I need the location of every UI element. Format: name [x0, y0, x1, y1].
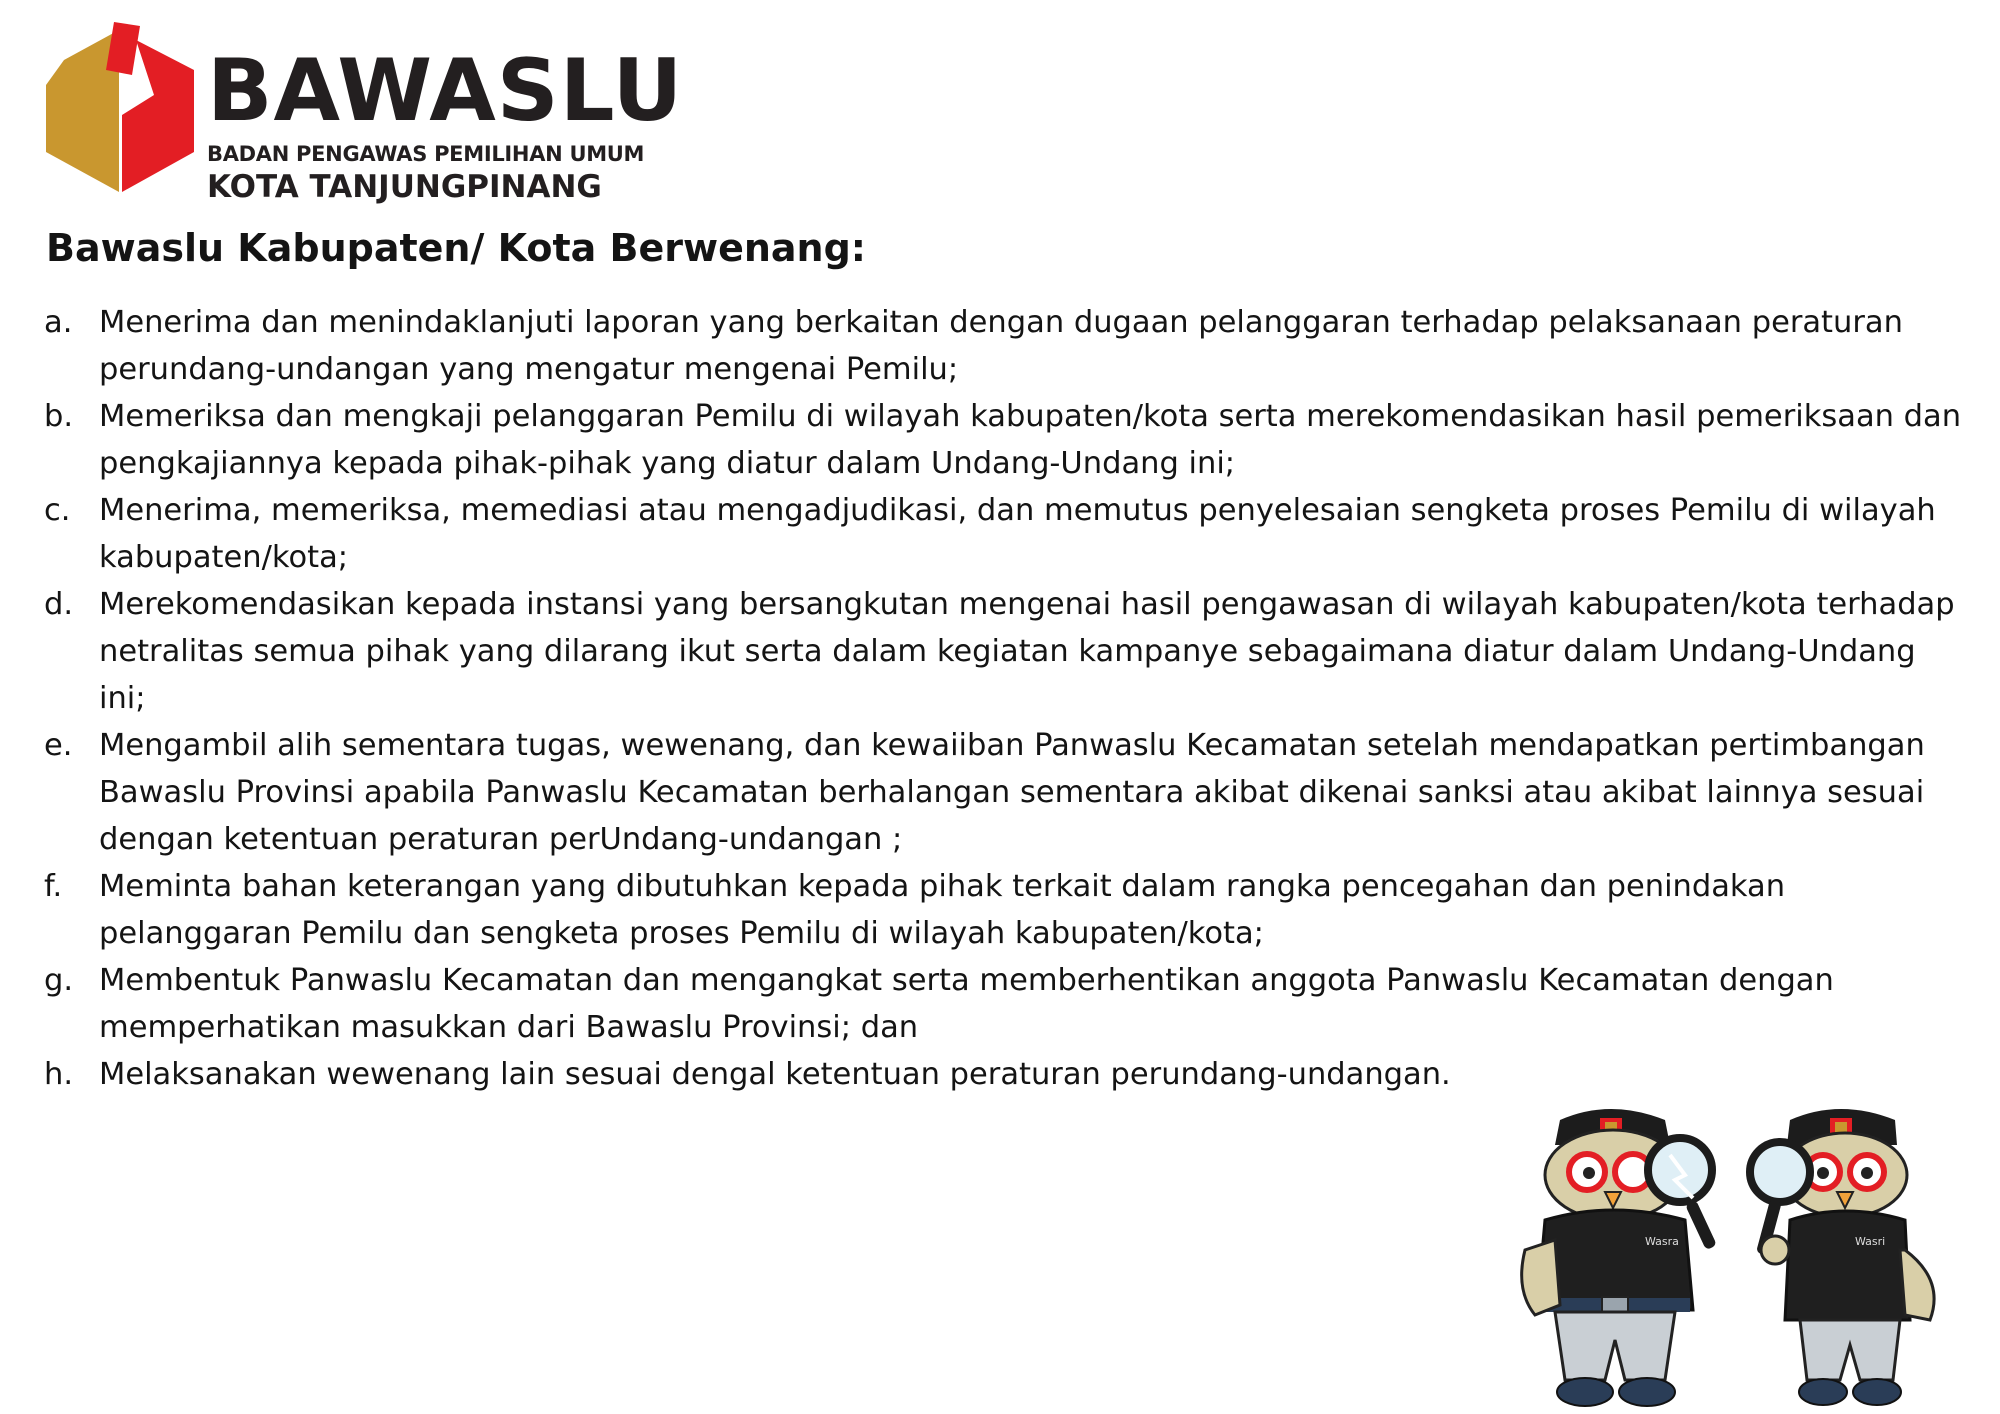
list-marker: d.: [44, 587, 74, 622]
list-item-text: Merekomendasikan kepada instansi yang bersangkutan mengenai hasil pengawasan di wilayah kabupaten/kota terhadap netralitas semua pihak yang dilarang ikut serta dalam kegiatan kampanye sebagaimana diatur dalam Undang-Undang ini;: [99, 587, 1955, 716]
list-marker: a.: [44, 305, 73, 340]
brand-text: [207, 41, 684, 205]
brand-city: KOTA TANJUNGPINANG: [207, 169, 602, 205]
list-item: [44, 722, 1964, 863]
list-item: [44, 863, 1964, 957]
brand-name: BAWASLU: [207, 41, 684, 141]
list-item: [44, 299, 1964, 393]
owl-mascot-right: [1750, 1109, 1934, 1405]
owl-mascots-illustration: [1505, 1100, 1975, 1410]
badge-left: Wasra: [1645, 1235, 1679, 1248]
list-marker: c.: [44, 493, 71, 528]
list-item: [44, 393, 1964, 487]
list-marker: b.: [44, 399, 74, 434]
list-item-text: Membentuk Panwaslu Kecamatan dan mengangkat serta memberhentikan anggota Panwaslu Kecamatan dengan memperhatikan masukkan dari Bawaslu Provinsi; dan: [99, 963, 1834, 1045]
list-item: [44, 581, 1964, 722]
owl-mascot-left: [1522, 1109, 1717, 1406]
list-marker: g.: [44, 963, 74, 998]
list-marker: f.: [44, 869, 63, 904]
list-item: [44, 957, 1964, 1051]
page-title: Bawaslu Kabupaten/ Kota Berwenang:: [46, 226, 866, 270]
list-marker: e.: [44, 728, 73, 763]
bawaslu-logo: [44, 20, 684, 205]
list-item-text: Memeriksa dan mengkaji pelanggaran Pemilu di wilayah kabupaten/kota serta merekomendasikan hasil pemeriksaan dan pengkajiannya kepada pihak-pihak yang diatur dalam Undang-Undang ini;: [99, 399, 1962, 481]
list-marker: h.: [44, 1057, 74, 1092]
list-item-text: Menerima, memeriksa, memediasi atau mengadjudikasi, dan memutus penyelesaian sengketa proses Pemilu di wilayah kabupaten/kota;: [99, 493, 1936, 575]
bawaslu-emblem-icon: [44, 20, 204, 195]
list-item: [44, 487, 1964, 581]
list-item-text: Melaksanakan wewenang lain sesuai dengal ketentuan peraturan perundang-undangan.: [99, 1057, 1451, 1092]
brand-subtitle: BADAN PENGAWAS PEMILIHAN UMUM: [207, 142, 645, 166]
authority-list: [44, 299, 1964, 1098]
list-item-text: Meminta bahan keterangan yang dibutuhkan kepada pihak terkait dalam rangka pencegahan dan penindakan pelanggaran Pemilu dan sengketa proses Pemilu di wilayah kabupaten/kota;: [99, 869, 1786, 951]
list-item: [44, 1051, 1964, 1098]
list-item-text: Mengambil alih sementara tugas, wewenang, dan kewaiiban Panwaslu Kecamatan setelah mendapatkan pertimbangan Bawaslu Provinsi apabila Panwaslu Kecamatan berhalangan sementara akibat dikenai sanksi atau akibat lainnya sesuai dengan ketentuan peraturan perUndang-undangan ;: [99, 728, 1925, 857]
list-item-text: Menerima dan menindaklanjuti laporan yang berkaitan dengan dugaan pelanggaran terhadap pelaksanaan peraturan perundang-undangan yang mengatur mengenai Pemilu;: [99, 305, 1903, 387]
badge-right: Wasri: [1855, 1235, 1886, 1248]
